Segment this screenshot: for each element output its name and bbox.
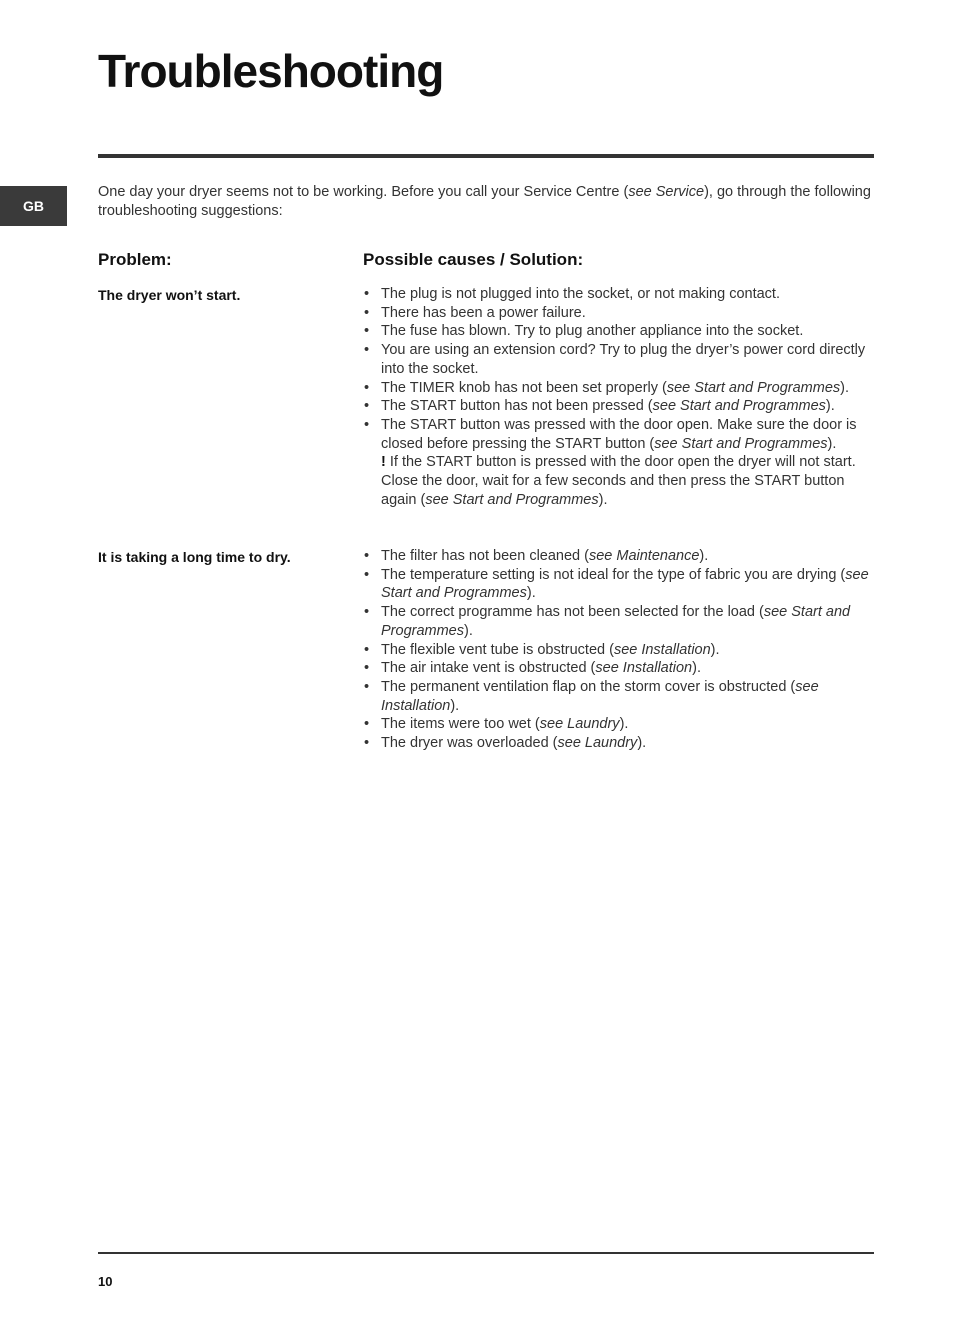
cross-reference: see Start and Programmes xyxy=(381,566,869,602)
causes-list-long-dry xyxy=(363,547,875,753)
cross-reference: see Start and Programmes xyxy=(425,491,599,508)
problem-column-header: Problem: xyxy=(98,250,172,269)
page-number: 10 xyxy=(98,1274,113,1289)
cause-item: • The dryer was overloaded (see Laundry). xyxy=(363,734,875,753)
intro-service-ref: see Service xyxy=(628,184,705,200)
cross-reference: see Installation xyxy=(595,660,693,677)
footer-divider xyxy=(98,1252,874,1254)
cross-reference: see Start and Programmes xyxy=(666,379,841,396)
cause-item: • The fuse has blown. Try to plug another appliance into the socket. xyxy=(363,322,875,341)
cross-reference: see Installation xyxy=(613,641,711,658)
causes-column-header: Possible causes / Solution: xyxy=(363,250,584,269)
cause-item: • The plug is not plugged into the socket, or not making contact. xyxy=(363,285,875,304)
cause-item: • The permanent ventilation flap on the storm cover is obstructed (see Installation). xyxy=(363,678,875,715)
cause-item: • The flexible vent tube is obstructed (see Installation). xyxy=(363,641,875,660)
cross-reference: see Start and Programmes xyxy=(654,435,828,452)
cause-item: • The correct programme has not been selected for the load (see Start and Programmes). xyxy=(363,603,875,640)
title-divider xyxy=(98,154,874,158)
intro-text-end: ), go through the following troubleshooting suggestions: xyxy=(98,184,871,219)
page-title: Troubleshooting xyxy=(98,45,444,97)
cause-item: • You are using an extension cord? Try to plug the dryer’s power cord directly into the socket. xyxy=(363,341,875,378)
cause-item: • The START button was pressed with the door open. Make sure the door is closed before pressing the START button (see Start and Programmes). xyxy=(363,416,875,453)
language-tab: GB xyxy=(0,186,67,226)
cross-reference: see Laundry xyxy=(557,735,638,752)
intro-text: One day your dryer seems not to be working. Before you call your Service Centre ( xyxy=(98,184,629,200)
intro-paragraph xyxy=(98,183,874,221)
causes-list-wont-start xyxy=(363,285,875,509)
cause-item: • There has been a power failure. xyxy=(363,304,875,323)
cause-item: • The TIMER knob has not been set properly (see Start and Programmes). xyxy=(363,379,875,398)
cross-reference: see Start and Programmes xyxy=(381,604,851,639)
warning-icon: ! xyxy=(381,454,386,471)
cross-reference: see Installation xyxy=(381,678,819,714)
cross-reference: see Maintenance xyxy=(588,548,700,564)
cross-reference: see Start and Programmes xyxy=(652,398,826,415)
cross-reference: see Laundry xyxy=(539,716,620,733)
problem-label-wont-start: The dryer won’t start. xyxy=(98,287,241,303)
cause-item: • The START button has not been pressed (see Start and Programmes). xyxy=(363,397,875,416)
cause-item: • The items were too wet (see Laundry). xyxy=(363,715,875,734)
cause-item: • The air intake vent is obstructed (see Installation). xyxy=(363,659,875,678)
cause-item: • The temperature setting is not ideal for the type of fabric you are drying (see Start and Programmes). xyxy=(363,566,875,603)
problem-label-long-dry: It is taking a long time to dry. xyxy=(98,549,291,565)
cause-item: • The filter has not been cleaned (see Maintenance). xyxy=(363,547,875,566)
warning-note: ! If the START button is pressed with the door open the dryer will not start. Close the door, wait for a few seconds and then press the START button again (see Start and Programmes). xyxy=(381,454,856,508)
